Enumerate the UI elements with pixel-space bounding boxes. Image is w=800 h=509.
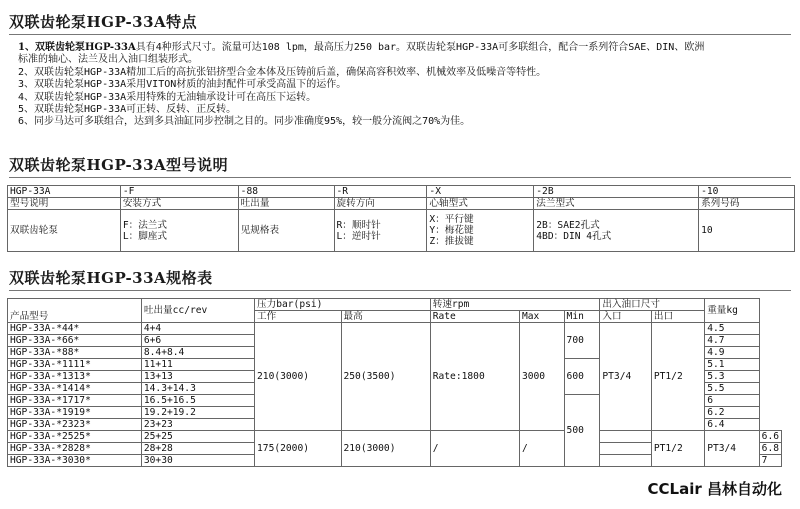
outlet-size: PT3/4 xyxy=(705,431,759,467)
table-row: HGP-33A-*2828* 28+28 6.8 xyxy=(8,443,782,455)
model-code: -10 xyxy=(699,186,795,198)
model-value: 2B：SAE2孔式 4BD：DIN 4孔式 xyxy=(534,210,699,252)
model-label: 吐出量 xyxy=(238,198,334,210)
table-row: HGP-33A-*3030* 30+30 7 xyxy=(8,455,782,467)
table-row: HGP-33A-*1414* 14.3+14.3 5.5 xyxy=(8,383,782,395)
feature-line: 6、同步马达可多联组合，达到多具油缸同步控制之目的。同步准确度95%，较一般分流阀之70%为佳。 xyxy=(18,116,471,128)
divider xyxy=(9,290,791,291)
max-pressure: 250(3500) xyxy=(341,323,430,431)
col-header-work: 工作 xyxy=(255,311,341,323)
col-header-max-speed: Max xyxy=(519,311,564,323)
max-speed: 3000 xyxy=(519,323,564,431)
col-header-speed: 转速rpm xyxy=(430,299,600,311)
col-header-inlet: 入口 xyxy=(600,311,651,323)
outlet-size: PT1/2 xyxy=(651,323,704,431)
model-value: F：法兰式 L：脚座式 xyxy=(120,210,238,252)
model-label: 系列号码 xyxy=(699,198,795,210)
table-row: HGP-33A-*2525* 25+25 175(2000) 210(3000) / / PT1/2 PT3/4 6.6 xyxy=(8,431,782,443)
model-value: 见规格表 xyxy=(238,210,334,252)
features-title: 双联齿轮泵HGP-33A特点 xyxy=(9,13,198,31)
divider xyxy=(9,177,791,178)
model-label: 心轴型式 xyxy=(427,198,534,210)
table-row: HGP-33A-*1919* 19.2+19.2 6.2 xyxy=(8,407,782,419)
col-header-outlet: 出口 xyxy=(651,311,704,323)
min-speed: 600 xyxy=(564,359,600,395)
model-label-row xyxy=(8,198,795,210)
model-title: 双联齿轮泵HGP-33A型号说明 xyxy=(9,156,229,174)
rate-speed: Rate:1800 xyxy=(430,323,519,431)
col-header-port: 出入油口尺寸 xyxy=(600,299,705,311)
table-row: HGP-33A-*1111* 11+11 600 5.1 xyxy=(8,359,782,371)
inlet-size: PT1/2 xyxy=(651,431,704,467)
feature-line: 2、双联齿轮泵HGP-33A精加工后的高抗张铝挤型合金本体及压铸前后盖，确保高容积效率、机械效率及低噪音等特性。 xyxy=(18,66,547,78)
spec-header-row xyxy=(8,299,782,311)
table-row: HGP-33A-*1717* 16.5+16.5 500 6 xyxy=(8,395,782,407)
work-pressure: 210(3000) xyxy=(255,323,341,431)
model-code: -88 xyxy=(238,186,334,198)
col-header-rate: Rate xyxy=(430,311,519,323)
table-row: HGP-33A-*44* 4+4 210(3000) 250(3500) Rate:1800 3000 700 PT3/4 PT1/2 4.5 xyxy=(8,323,782,335)
max-pressure: 210(3000) xyxy=(341,431,430,467)
model-code: -R xyxy=(334,186,427,198)
model-code-row xyxy=(8,186,795,198)
col-header-displacement: 吐出量cc/rev xyxy=(141,299,254,323)
feature-line: 1、双联齿轮泵HGP-33A具有4种形式尺寸。流量可达108 lpm，最高压力250 bar。双联齿轮泵HGP-33A可多联组合，配合一系列符合SAE、DIN、欧洲 xyxy=(18,42,705,53)
model-code: -2B xyxy=(534,186,699,198)
model-code: -F xyxy=(120,186,238,198)
feature-line: 3、双联齿轮泵HGP-33A采用VITON材质的油封配件可承受高温下的运作。 xyxy=(18,79,347,91)
col-header-model: 产品型号 xyxy=(8,299,142,323)
model-label: 安装方式 xyxy=(120,198,238,210)
inlet-size: PT3/4 xyxy=(600,323,651,431)
table-row: HGP-33A-*1313* 13+13 5.3 xyxy=(8,371,782,383)
model-label: 法兰型式 xyxy=(534,198,699,210)
model-label: 型号说明 xyxy=(8,198,121,210)
model-value: 10 xyxy=(699,210,795,252)
divider xyxy=(9,34,791,35)
col-header-weight: 重量kg xyxy=(705,299,759,323)
min-speed: 700 xyxy=(564,323,600,359)
min-speed: 500 xyxy=(564,395,600,467)
table-row: HGP-33A-*66* 6+6 4.7 xyxy=(8,335,782,347)
model-table xyxy=(7,185,795,252)
model-value: R：顺时针 L：逆时针 xyxy=(334,210,427,252)
work-pressure: 175(2000) xyxy=(255,431,341,467)
model-value: 双联齿轮泵 xyxy=(8,210,121,252)
feature-line: 标准的轴心、法兰及出入油口组装形式。 xyxy=(18,54,198,66)
max-speed: / xyxy=(519,431,564,467)
table-row: HGP-33A-*2323* 23+23 6.4 xyxy=(8,419,782,431)
model-value-row xyxy=(8,210,795,252)
brand-watermark: CCLair 昌林自动化 xyxy=(647,480,782,498)
feature-line: 4、双联齿轮泵HGP-33A采用特殊的无油轴承设计可在高压下运转。 xyxy=(18,91,317,103)
model-label: 旋转方向 xyxy=(334,198,427,210)
feature-line: 5、双联齿轮泵HGP-33A可正转、反转、正反转。 xyxy=(18,104,237,116)
spec-title: 双联齿轮泵HGP-33A规格表 xyxy=(9,269,213,287)
model-code: HGP-33A xyxy=(8,186,121,198)
col-header-pressure: 压力bar(psi) xyxy=(255,299,431,311)
col-header-max-pressure: 最高 xyxy=(341,311,430,323)
spec-table xyxy=(7,298,782,467)
model-value: X：平行键 Y：梅花键 Z：推拔键 xyxy=(427,210,534,252)
model-code: -X xyxy=(427,186,534,198)
rate-speed: / xyxy=(430,431,519,467)
features-list xyxy=(18,42,798,129)
table-row: HGP-33A-*88* 8.4+8.4 4.9 xyxy=(8,347,782,359)
col-header-min-speed: Min xyxy=(564,311,600,323)
